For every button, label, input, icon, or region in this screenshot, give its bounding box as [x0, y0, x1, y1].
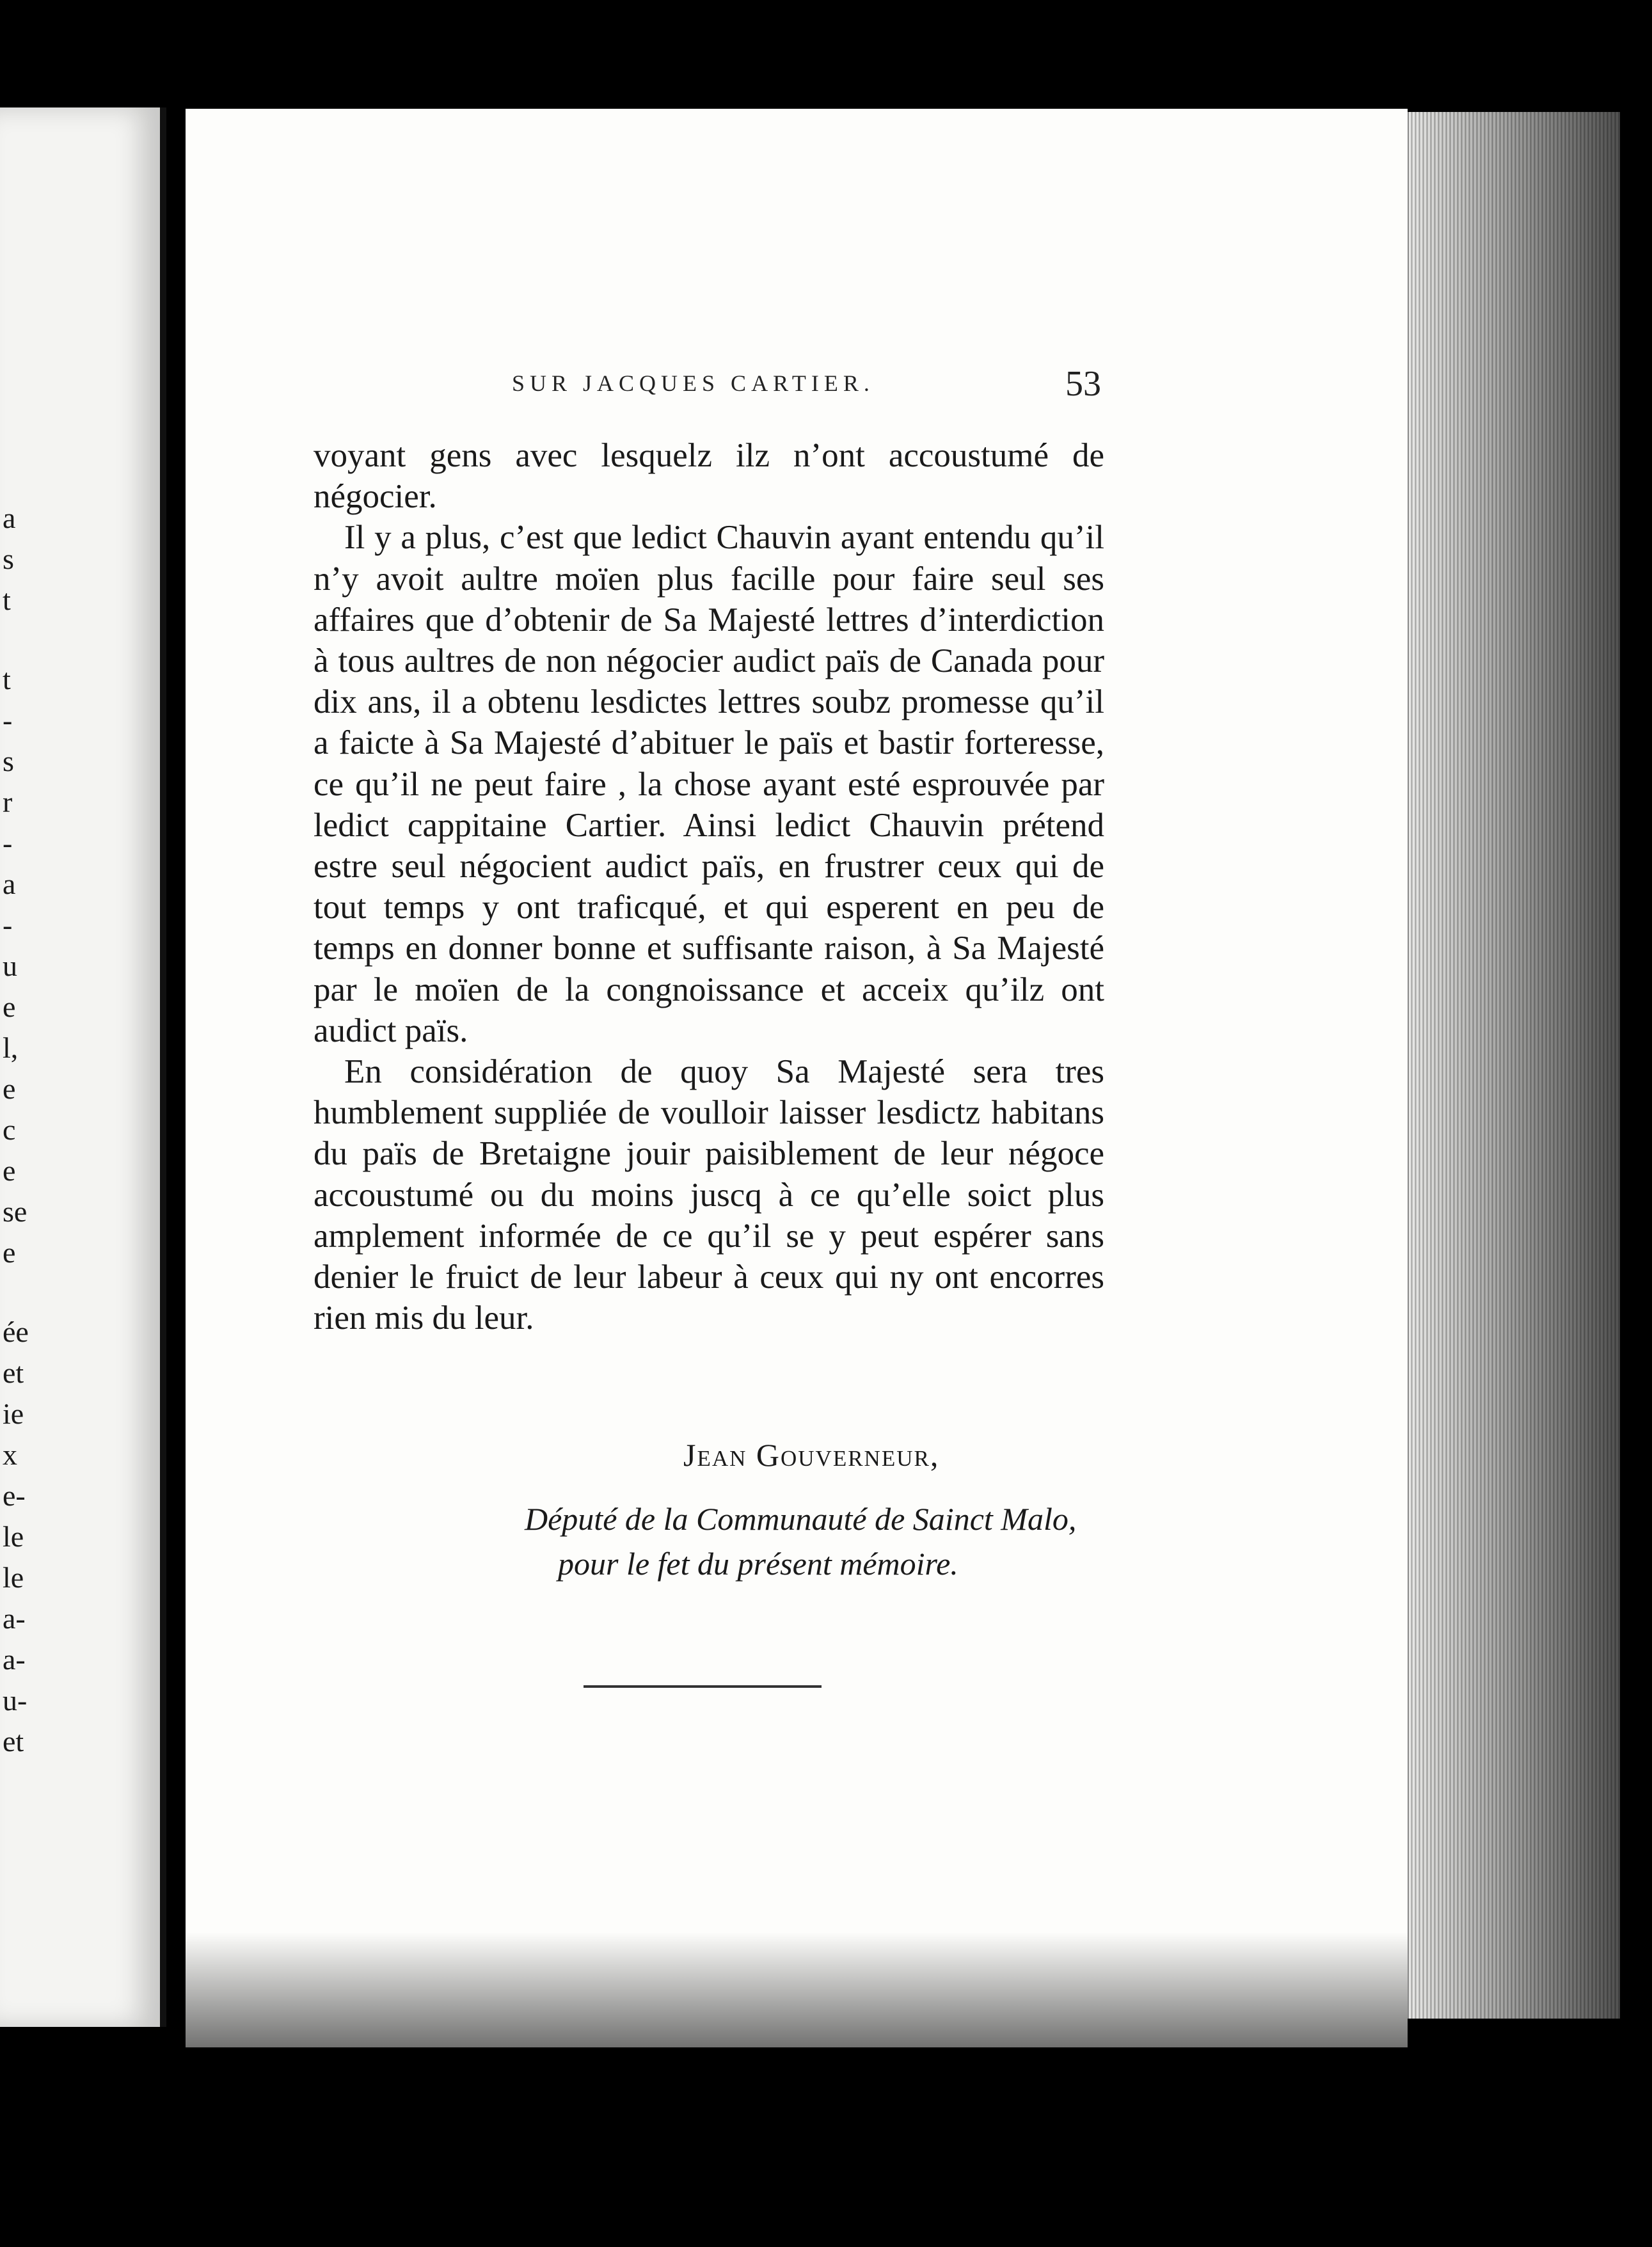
- edge-fragment: e: [3, 1072, 16, 1105]
- page-bottom-shadow: [186, 1932, 1408, 2047]
- edge-fragment: a-: [3, 1602, 26, 1635]
- edge-fragment: se: [3, 1195, 28, 1228]
- edge-fragment: le: [3, 1520, 24, 1553]
- edge-fragment: u: [3, 949, 17, 982]
- signature: Jean Gouverneur,: [683, 1437, 940, 1473]
- paragraph: voyant gens avec lesquelz ilz n’ont accoustumé de négocier.: [314, 437, 1104, 516]
- edge-fragment: s: [3, 745, 14, 777]
- signatory-title-continued: pour le fet du présent mémoire.: [558, 1546, 958, 1582]
- edge-fragment: et: [3, 1725, 24, 1758]
- edge-fragment: u-: [3, 1684, 28, 1717]
- edge-fragment: c: [3, 1113, 16, 1146]
- running-head: SUR JACQUES CARTIER.: [512, 370, 875, 396]
- end-rule: [584, 1685, 822, 1688]
- paragraph: Il y a plus, c’est que ledict Chauvin ayant entendu qu’il n’y avoit aultre moïen plus facille pour faire seul ses affaires que d’obtenir de Sa Majesté lettres d’interdiction à tous aultres de non négocier audict païs de Canada pour dix ans, il a obtenu lesdictes lettres soubz promesse qu’il a faicte à Sa Majesté d’abituer le païs et bastir forteresse, ce qu’il ne peut faire , la chose ayant esté esprouvée par ledict cappitaine Cartier. Ainsi ledict Chauvin prétend estre seul négocient audict païs, en frustrer ceux qui de tout temps y ont traficqué, et qui esperent en peu de temps en donner bonne et suffisante raison, à Sa Majesté par le moïen de la congnoissance et acceix qu’ilz ont audict païs.: [314, 519, 1104, 1049]
- edge-fragment: x: [3, 1438, 17, 1471]
- signatory-title: Député de la Communauté de Sainct Malo,: [525, 1501, 1077, 1537]
- edge-fragment: a: [3, 502, 16, 534]
- page-fore-edge: [1408, 112, 1620, 2019]
- edge-fragment: -: [3, 827, 13, 859]
- edge-fragment: l,: [3, 1031, 19, 1064]
- paragraph: En considération de quoy Sa Majesté sera tres humblement suppliée de voulloir laisser lesdictz habitans du païs de Bretaigne jouir paisiblement de leur négoce accoustumé ou du moins juscq à ce qu’elle soict plus amplement informée de ce qu’il se y peut espérer sans denier le fruict de leur labeur à ceux qui ny ont encorres rien mis du leur.: [314, 1053, 1104, 1337]
- edge-fragment: t: [3, 663, 11, 695]
- body-text: [314, 435, 1104, 1338]
- edge-fragment: e: [3, 1236, 16, 1269]
- edge-fragment: e-: [3, 1479, 26, 1512]
- page-number: 53: [1065, 364, 1101, 404]
- edge-fragment: ie: [3, 1397, 24, 1430]
- edge-fragment: a: [3, 868, 16, 900]
- edge-fragment: -: [3, 704, 13, 736]
- edge-fragment: e: [3, 990, 16, 1023]
- edge-fragment: s: [3, 543, 14, 575]
- left-facing-page: [0, 107, 166, 2027]
- left-page-edge-text: [3, 498, 28, 1762]
- edge-fragment: a-: [3, 1643, 26, 1676]
- edge-fragment: t: [3, 584, 11, 616]
- edge-fragment: ée: [3, 1315, 29, 1348]
- edge-fragment: et: [3, 1356, 24, 1389]
- edge-fragment: le: [3, 1561, 24, 1594]
- edge-fragment: r: [3, 786, 13, 818]
- edge-fragment: e: [3, 1154, 16, 1187]
- edge-fragment: -: [3, 909, 13, 941]
